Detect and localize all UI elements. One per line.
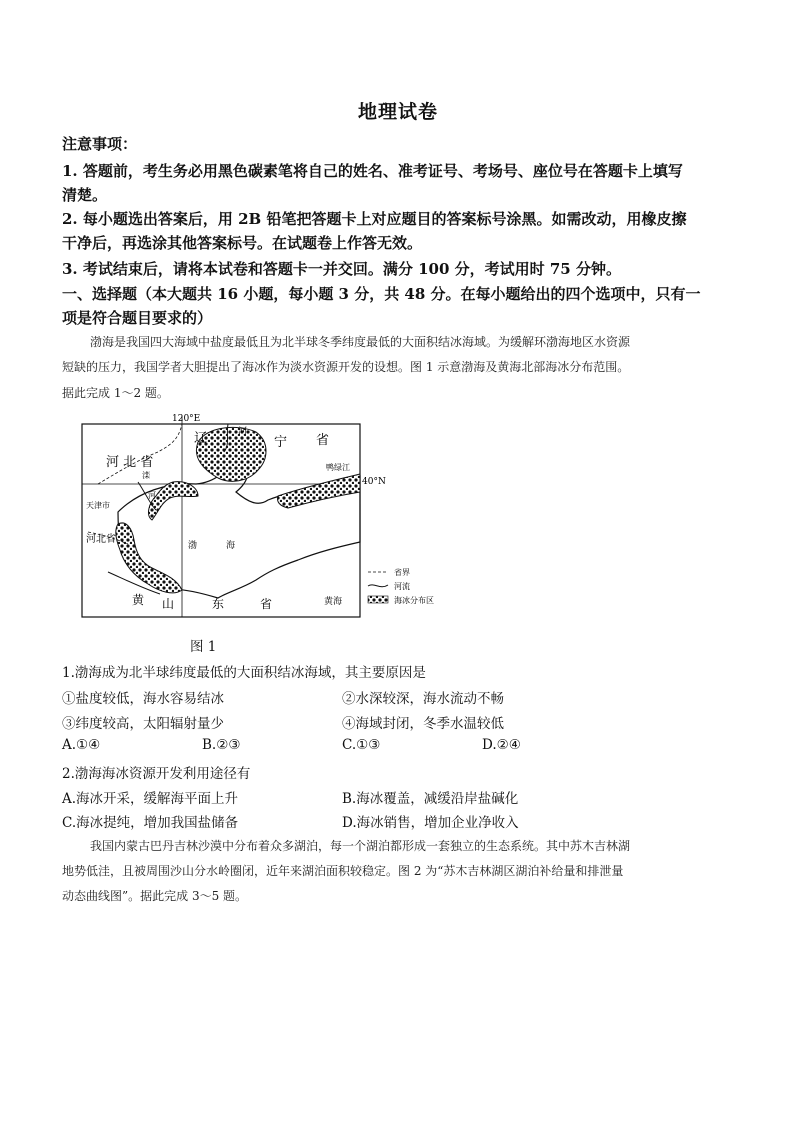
map-label-ning: 宁 — [274, 435, 288, 450]
q2-option-d[interactable]: D.海冰销售，增加企业净收入 — [342, 815, 519, 831]
notice-item-1-cont: 清楚。 — [62, 186, 108, 204]
notice-item-1: 1. 答题前，考生务必用黑色碳素笔将自己的姓名、准考证号、考场号、座位号在答题卡上填写 — [62, 162, 683, 180]
q2-stem: 2.渤海海冰资源开发利用途径有 — [62, 766, 251, 782]
q1-stem: 1.渤海成为北半球纬度最低的大面积结冰海域，其主要原因是 — [62, 665, 426, 681]
q1-option-d[interactable]: D.②④ — [482, 737, 521, 753]
ice-zone-west — [149, 482, 198, 520]
map-label-tianjin: 天津市 — [86, 501, 110, 510]
notice-item-2-cont: 干净后，再选涂其他答案标号。在试题卷上作答无效。 — [62, 234, 423, 252]
lon-label: 120°E — [172, 414, 201, 424]
passage-1-line-1: 渤海是我国四大海域中盐度最低且为北半球冬季纬度最低的大面积结冰海域。为缓解环渤海地区水资源 — [90, 335, 631, 349]
map-label-sheng-2: 省 — [260, 597, 273, 611]
passage-2-line-2: 地势低洼，且被周围沙山分水岭圈闭，近年来湖泊面积较稳定。图 2 为“苏木吉林湖区湖泊补给量和排泄量 — [62, 864, 624, 878]
map-label-bo: 渤 — [188, 541, 198, 551]
section-heading: 一、选择题（本大题共 16 小题，每小题 3 分，共 48 分。在每小题给出的四个选项中，只有一 — [62, 285, 701, 303]
passage-1-line-3: 据此完成 1～2 题。 — [62, 386, 169, 400]
map-label-hai: 海 — [226, 541, 236, 551]
q1-option-b[interactable]: B.②③ — [202, 737, 241, 753]
q1-item-2: ②水深较深，海水流动不畅 — [342, 691, 504, 707]
map-label-dong: 东 — [212, 597, 225, 611]
legend-river-label: 河流 — [394, 582, 410, 591]
q1-item-4: ④海域封闭，冬季水温较低 — [342, 716, 504, 732]
page-title: 地理试卷 — [357, 101, 438, 123]
border-hebei-liaoning — [98, 424, 182, 484]
map-label-huang: 黄 — [132, 593, 145, 607]
legend-ice-symbol — [368, 596, 388, 603]
map-label-yalujiang: 鸭绿江 — [326, 463, 350, 472]
map-label-shan: 山 — [162, 597, 175, 611]
bohai-ice-map — [78, 412, 508, 622]
map-label-river: 河 — [148, 491, 156, 500]
notice-item-2: 2. 每小题选出答案后，用 2B 铅笔把答题卡上对应题目的答案标号涂黑。如需改动，用橡皮擦 — [62, 210, 687, 228]
lat-label: 40°N — [362, 477, 386, 487]
ice-zone-yellow-sea — [277, 474, 360, 508]
passage-2-line-3: 动态曲线图”。据此完成 3～5 题。 — [62, 889, 248, 903]
notice-item-3: 3. 考试结束后，请将本试卷和答题卡一并交回。满分 100 分，考试用时 75 分钟。 — [62, 260, 621, 278]
legend-ice-label: 海冰分布区 — [394, 596, 434, 605]
section-heading-cont: 项是符合题目要求的） — [62, 309, 213, 327]
map-label-huanghai: 黄海 — [324, 597, 343, 607]
map-label-luan: 滦 — [142, 471, 150, 480]
map-label-liao: 辽 — [194, 431, 208, 446]
map-label-hebei-2: 河北省 — [86, 534, 116, 545]
passage-2-line-1: 我国内蒙古巴丹吉林沙漠中分布着众多湖泊，每一个湖泊都形成一套独立的生态系统。其中苏木吉林湖 — [90, 839, 631, 853]
figure-1-caption: 图 1 — [190, 639, 217, 655]
q1-item-3: ③纬度较高，太阳辐射量少 — [62, 716, 224, 732]
q1-option-a[interactable]: A.①④ — [62, 737, 101, 753]
q2-option-b[interactable]: B.海冰覆盖，减缓沿岸盐碱化 — [342, 791, 519, 807]
legend-river-symbol — [368, 585, 388, 587]
q1-option-c[interactable]: C.①③ — [342, 737, 381, 753]
map-label-sheng: 省 — [316, 433, 330, 448]
ice-zone-bohai-bay — [116, 523, 182, 593]
map-label-hebei-1: 河 北 省 — [106, 455, 154, 470]
legend-border-label: 省界 — [394, 568, 410, 577]
q2-option-c[interactable]: C.海冰提纯，增加我国盐储备 — [62, 815, 239, 831]
map-label-he-top: 河 — [238, 427, 248, 437]
q1-item-1: ①盐度较低，海水容易结冰 — [62, 691, 224, 707]
notice-heading: 注意事项： — [62, 135, 138, 153]
passage-1-line-2: 短缺的压力，我国学者大胆提出了海冰作为淡水资源开发的设想。图 1 示意渤海及黄海北部海冰分布范围。 — [62, 360, 630, 374]
q2-option-a[interactable]: A.海冰开采，缓解海平面上升 — [62, 791, 239, 807]
